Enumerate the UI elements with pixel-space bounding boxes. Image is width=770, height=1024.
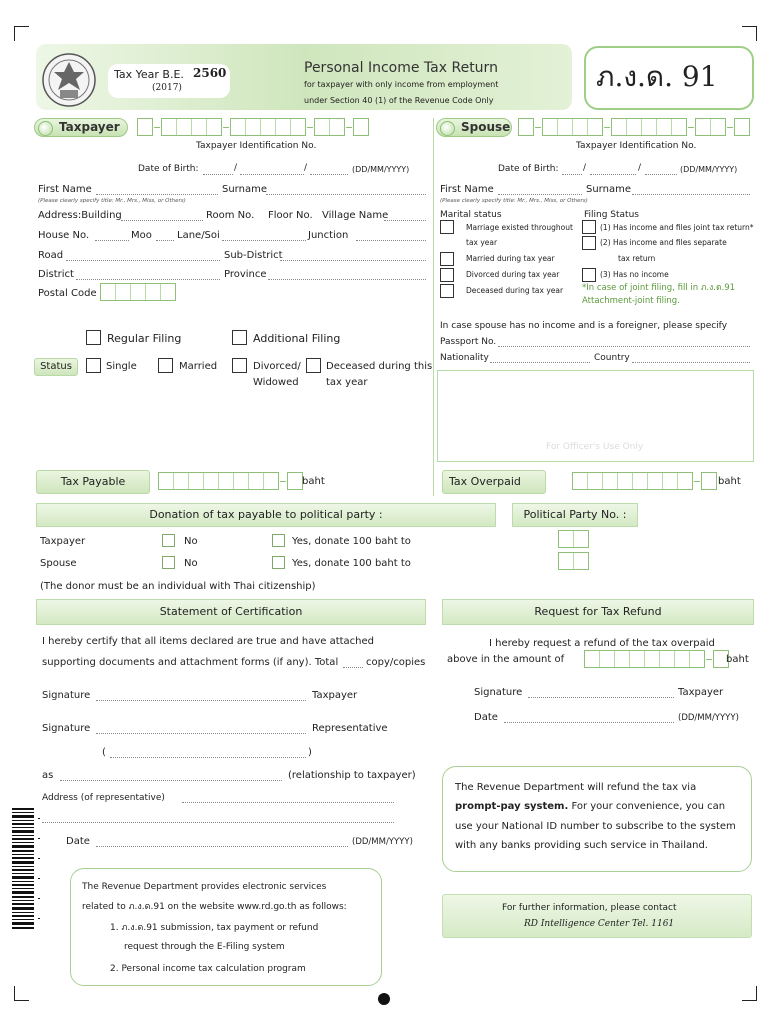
donation-spouse-yes-label: Yes, donate 100 baht to	[292, 558, 411, 569]
status-divorced-label: Divorced/	[253, 361, 301, 372]
corner-mark-top-right	[742, 26, 757, 41]
marital-divorced-checkbox[interactable]	[440, 268, 454, 282]
spouse-dob-format: (DD/MM/YYYY)	[680, 165, 738, 174]
taxpayer-first-name-field[interactable]	[96, 194, 218, 195]
promptpay-line-3: use your National ID number to subscribe to the system	[455, 821, 736, 832]
marital-marriage-existed-label-2: tax year	[466, 238, 498, 247]
taxpayer-title-note: (Please clearly specify title: Mr., Mrs., Miss, or Others)	[38, 198, 186, 204]
marital-married-during-checkbox[interactable]	[440, 252, 454, 266]
spouse-surname-field[interactable]	[632, 194, 750, 195]
spouse-dob-label: Date of Birth:	[498, 164, 559, 174]
donation-spouse-label: Spouse	[40, 558, 77, 569]
tax-payable-input[interactable]	[158, 472, 303, 490]
eservices-item-2: 2. Personal income tax calculation program	[110, 964, 306, 974]
passport-label: Passport No.	[440, 337, 497, 347]
taxpayer-tin-label: Taxpayer Identification No.	[196, 141, 317, 151]
country-field[interactable]	[632, 362, 750, 363]
status-divorced-checkbox[interactable]	[232, 358, 247, 373]
contact-line-1: For further information, please contact	[502, 903, 677, 913]
donation-taxpayer-label: Taxpayer	[40, 536, 86, 547]
form-code: ภ.ง.ด. 91	[596, 60, 718, 93]
road-label: Road	[38, 250, 64, 261]
province-label: Province	[224, 269, 267, 280]
spouse-first-name-field[interactable]	[498, 194, 582, 195]
relationship-label: (relationship to taxpayer)	[288, 770, 416, 781]
tax-year-label: Tax Year B.E.	[114, 68, 184, 81]
filing-joint-label: (1) Has income and files joint tax return*	[600, 223, 754, 232]
junction-field[interactable]	[356, 240, 426, 241]
relationship-as-label: as	[42, 770, 54, 781]
status-single-label: Single	[106, 361, 137, 372]
spouse-dob-year[interactable]	[645, 174, 677, 175]
representative-name-open: (	[102, 747, 106, 758]
form-subtitle-2: under Section 40 (1) of the Revenue Code Only	[304, 96, 494, 105]
representative-name-close: )	[308, 747, 312, 758]
filing-separate-label-2: tax return	[618, 254, 656, 263]
dob-slash: /	[304, 163, 308, 173]
corner-mark-bottom-right	[742, 986, 757, 1001]
status-single-checkbox[interactable]	[86, 358, 101, 373]
certification-line-1: I hereby certify that all items declared are true and have attached	[42, 636, 375, 647]
eservices-item-1-cont: request through the E-Filing system	[124, 942, 285, 952]
postal-code-label: Postal Code	[38, 288, 97, 299]
barcode	[12, 808, 42, 930]
lane-soi-field[interactable]	[222, 240, 306, 241]
status-married-label: Married	[179, 361, 218, 372]
representative-signature-field[interactable]	[96, 733, 306, 734]
regular-filing-label: Regular Filing	[107, 332, 182, 345]
spouse-party-no-input[interactable]	[558, 552, 589, 570]
corner-mark-top-left	[14, 26, 29, 41]
relationship-field[interactable]	[60, 780, 282, 781]
taxpayer-dob-year[interactable]	[310, 174, 348, 175]
revenue-department-seal	[38, 52, 100, 108]
address-building-label: Address:Building	[38, 210, 122, 221]
tax-year-ce: (2017)	[152, 83, 182, 93]
form-title: Personal Income Tax Return	[304, 60, 498, 76]
filing-separate-label: (2) Has income and files separate	[600, 238, 727, 247]
marital-status-label: Marital status	[440, 210, 502, 220]
marital-deceased-label: Deceased during tax year	[466, 286, 564, 295]
spouse-dob-day[interactable]	[562, 174, 582, 175]
status-deceased-checkbox[interactable]	[306, 358, 321, 373]
village-name-field[interactable]	[384, 220, 426, 221]
representative-name-field[interactable]	[110, 757, 306, 758]
taxpayer-signature-field[interactable]	[96, 700, 306, 701]
refund-date-label: Date	[474, 712, 498, 723]
registration-dot	[378, 993, 390, 1005]
copies-count-field[interactable]	[343, 667, 363, 668]
country-label: Country	[594, 353, 630, 363]
donation-taxpayer-yes-checkbox[interactable]	[272, 534, 285, 547]
dob-slash: /	[583, 163, 587, 173]
certification-line-2: supporting documents and attachment forms (if any). Total	[42, 657, 339, 668]
filing-no-income-label: (3) Has no income	[600, 270, 669, 279]
additional-filing-label: Additional Filing	[253, 332, 341, 345]
taxpayer-signature-role: Taxpayer	[312, 690, 358, 701]
copies-label: copy/copies	[366, 657, 426, 668]
donation-spouse-yes-checkbox[interactable]	[272, 556, 285, 569]
representative-address-label: Address (of representative)	[42, 793, 165, 803]
taxpayer-label: Taxpayer	[34, 118, 128, 137]
status-married-checkbox[interactable]	[158, 358, 173, 373]
district-field[interactable]	[76, 279, 220, 280]
status-deceased-label: Deceased during this	[326, 361, 433, 372]
representative-signature-label: Signature	[42, 723, 91, 734]
refund-signature-role: Taxpayer	[678, 687, 724, 698]
spouse-first-name-label: First Name	[440, 184, 494, 195]
bullet-icon	[440, 121, 455, 136]
refund-line-2: above in the amount of	[447, 654, 565, 665]
nationality-field[interactable]	[490, 362, 590, 363]
promptpay-line-2	[455, 801, 725, 813]
certification-date-format: (DD/MM/YYYY)	[352, 837, 413, 847]
donation-taxpayer-no-label: No	[184, 536, 198, 547]
spouse-label: Spouse	[436, 118, 512, 137]
spouse-tin-label: Taxpayer Identification No.	[576, 141, 697, 151]
refund-line-1: I hereby request a refund of the tax overpaid	[489, 638, 715, 649]
filing-status-label: Filing Status	[584, 210, 639, 220]
postal-code-input[interactable]	[100, 283, 176, 301]
taxpayer-surname-label: Surname	[222, 184, 267, 195]
taxpayer-dob-month[interactable]	[240, 174, 304, 175]
taxpayer-dob-format: (DD/MM/YYYY)	[352, 165, 410, 174]
promptpay-line-4: with any banks providing such service in Thailand.	[455, 840, 708, 851]
tax-payable-label: Tax Payable	[36, 470, 150, 494]
taxpayer-dob-label: Date of Birth:	[138, 164, 199, 174]
dob-slash: /	[234, 163, 238, 173]
filing-no-income-checkbox[interactable]	[582, 268, 596, 282]
house-no-label: House No.	[38, 230, 90, 241]
address-building-field[interactable]	[121, 220, 203, 221]
province-field[interactable]	[268, 279, 426, 280]
eservices-item-1: 1. ภ.ง.ด.91 submission, tax payment or refund	[110, 923, 319, 933]
taxpayer-signature-label: Signature	[42, 690, 91, 701]
marital-marriage-existed-label: Marriage existed throughout	[466, 223, 573, 232]
sub-district-field[interactable]	[280, 260, 426, 261]
taxpayer-first-name-label: First Name	[38, 184, 92, 195]
sub-district-label: Sub-District	[224, 250, 283, 261]
moo-label: Moo	[131, 230, 152, 241]
moo-field[interactable]	[156, 240, 174, 241]
regular-filing-checkbox[interactable]	[86, 330, 101, 345]
certification-date-field[interactable]	[96, 846, 348, 847]
promptpay-line-1: The Revenue Department will refund the tax via	[455, 782, 697, 793]
certification-header: Statement of Certification	[36, 599, 426, 625]
taxpayer-tin-input[interactable]	[137, 118, 369, 136]
lane-soi-label: Lane/Soi	[177, 230, 220, 241]
taxpayer-dob-day[interactable]	[203, 174, 233, 175]
representative-address-field[interactable]	[182, 802, 394, 803]
district-label: District	[38, 269, 74, 280]
status-deceased-label-2: tax year	[326, 377, 368, 388]
road-field[interactable]	[66, 260, 220, 261]
section-divider	[433, 118, 434, 496]
refund-header: Request for Tax Refund	[442, 599, 754, 625]
spouse-dob-month[interactable]	[590, 174, 636, 175]
contact-line-2: RD Intelligence Center Tel. 1161	[524, 919, 675, 929]
status-widowed-label: Widowed	[253, 377, 299, 388]
joint-filing-note-2: Attachment-joint filing.	[582, 296, 680, 306]
representative-signature-role: Representative	[312, 723, 388, 734]
marital-married-during-label: Married during tax year	[466, 254, 555, 263]
passport-field[interactable]	[498, 346, 750, 347]
marital-deceased-checkbox[interactable]	[440, 284, 454, 298]
donation-taxpayer-yes-label: Yes, donate 100 baht to	[292, 536, 411, 547]
tax-year-be: 2560	[193, 66, 227, 80]
junction-label: Junction	[308, 230, 349, 241]
nationality-label: Nationality	[440, 353, 489, 363]
refund-amount-input[interactable]	[584, 650, 729, 668]
officer-use-label: For Officer's Use Only	[546, 442, 644, 452]
taxpayer-surname-field[interactable]	[266, 194, 426, 195]
joint-filing-note: *In case of joint filing, fill in ภ.ง.ด.91	[582, 283, 736, 293]
taxpayer-party-no-input[interactable]	[558, 530, 589, 548]
donation-spouse-no-checkbox[interactable]	[162, 556, 175, 569]
dob-slash: /	[638, 163, 642, 173]
spouse-title-note: (Please clearly specify title: Mr., Mrs., Miss, or Others)	[440, 198, 588, 204]
donation-note: (The donor must be an individual with Thai citizenship)	[40, 581, 316, 592]
house-no-field[interactable]	[95, 240, 129, 241]
donation-header: Donation of tax payable to political party :	[36, 503, 496, 527]
status-label: Status	[34, 358, 78, 376]
tax-overpaid-input[interactable]	[572, 472, 717, 490]
filing-separate-checkbox[interactable]	[582, 236, 596, 250]
political-party-no-label: Political Party No. :	[512, 503, 638, 527]
refund-date-field[interactable]	[504, 722, 674, 723]
spouse-tin-input[interactable]	[518, 118, 750, 136]
refund-baht: baht	[726, 654, 749, 665]
spouse-surname-label: Surname	[586, 184, 631, 195]
refund-signature-label: Signature	[474, 687, 523, 698]
form-subtitle-1: for taxpayer with only income from employment	[304, 80, 499, 89]
contact-box	[442, 894, 752, 938]
marital-marriage-existed-checkbox[interactable]	[440, 220, 454, 234]
corner-mark-bottom-left	[14, 986, 29, 1001]
donation-taxpayer-no-checkbox[interactable]	[162, 534, 175, 547]
bullet-icon	[38, 121, 53, 136]
certification-date-label: Date	[66, 836, 90, 847]
floor-no-label: Floor No.	[268, 210, 313, 221]
eservices-line-2: related to ภ.ง.ด.91 on the website www.rd.go.th as follows:	[82, 902, 347, 912]
marital-divorced-label: Divorced during tax year	[466, 270, 560, 279]
room-no-label: Room No.	[206, 210, 255, 221]
foreigner-note: In case spouse has no income and is a foreigner, please specify	[440, 321, 728, 331]
promptpay-system-name: prompt-pay system.	[455, 801, 569, 812]
promptpay-line-2-rest: For your convenience, you can	[568, 801, 726, 812]
donation-spouse-no-label: No	[184, 558, 198, 569]
tax-payable-baht: baht	[302, 476, 325, 487]
tax-overpaid-label: Tax Overpaid	[442, 470, 546, 494]
village-name-label: Village Name	[322, 210, 389, 221]
additional-filing-checkbox[interactable]	[232, 330, 247, 345]
representative-address-field-2[interactable]	[42, 822, 394, 823]
refund-signature-field[interactable]	[528, 697, 674, 698]
filing-joint-checkbox[interactable]	[582, 220, 596, 234]
eservices-line-1: The Revenue Department provides electronic services	[82, 882, 327, 892]
tax-overpaid-baht: baht	[718, 476, 741, 487]
refund-date-format: (DD/MM/YYYY)	[678, 713, 739, 723]
